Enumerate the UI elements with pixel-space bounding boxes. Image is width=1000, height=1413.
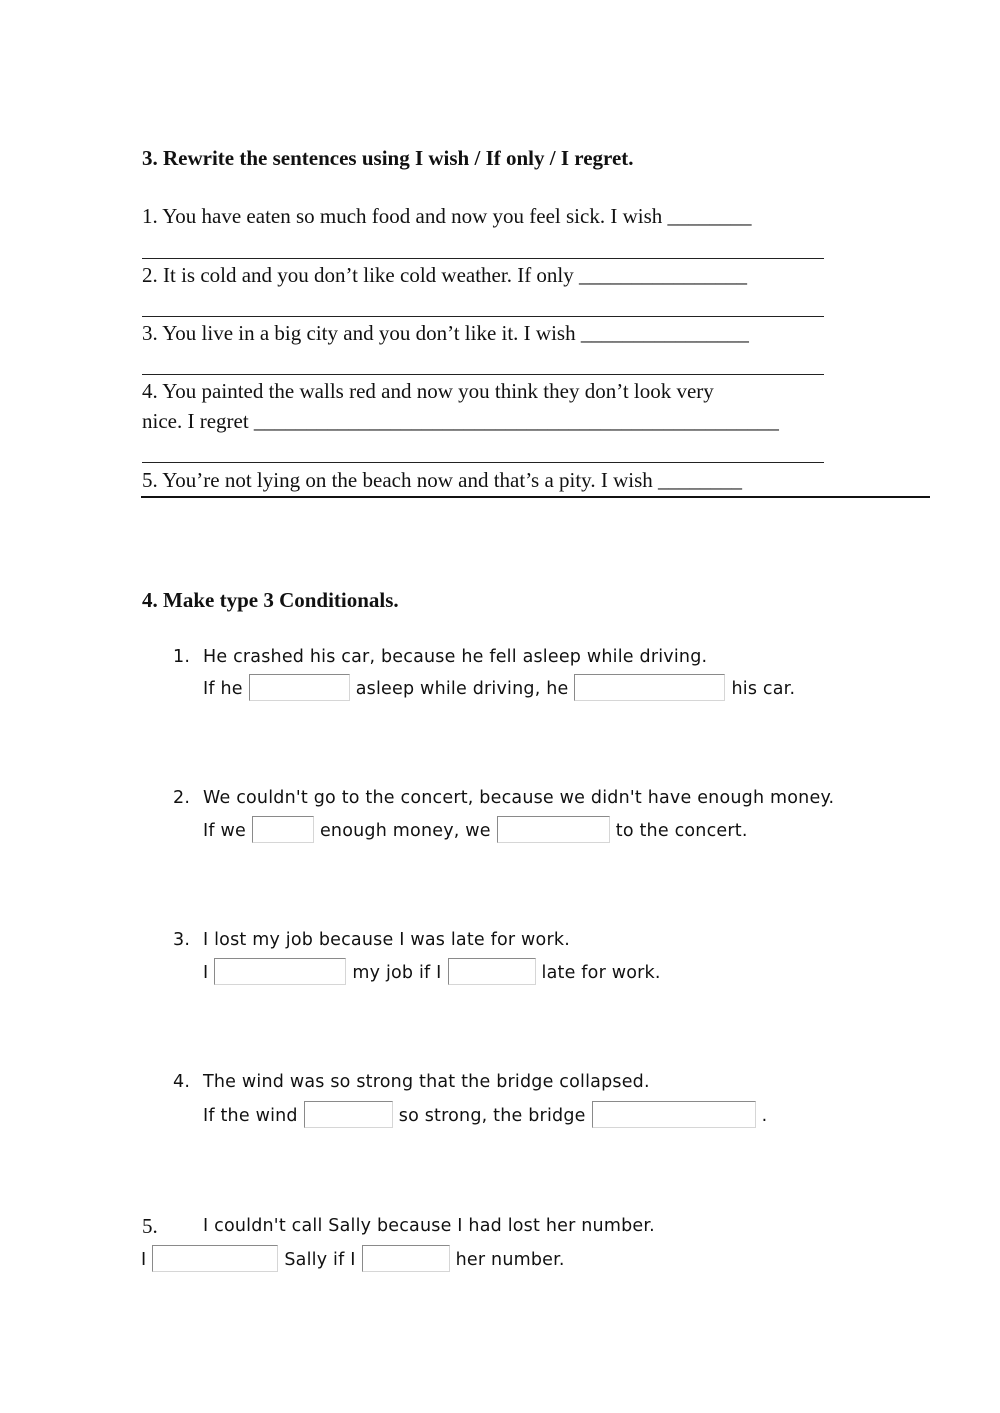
answer-row [203, 814, 748, 841]
question-number: 2. [173, 788, 191, 808]
question-number: 1. [173, 647, 191, 667]
answer-text: I [203, 963, 209, 983]
rewrite-item-4-continued: nice. I regret __________________________________________________ [142, 409, 779, 433]
question-sentence: I lost my job because I was late for work. [203, 930, 570, 950]
section-3-heading: 3. Rewrite the sentences using I wish / If only / I regret. [142, 146, 634, 170]
answer-row [203, 1099, 767, 1126]
answer-text: my job if I [352, 963, 442, 983]
rewrite-item-3: 3. You live in a big city and you don’t like it. I wish ________________ [142, 321, 749, 345]
answer-line [142, 316, 824, 317]
answer-text: I [141, 1250, 147, 1270]
answer-text: late for work. [541, 963, 661, 983]
answer-text: If the wind [203, 1106, 298, 1126]
question-sentence: I couldn't call Sally because I had lost her number. [203, 1216, 655, 1236]
answer-text: enough money, we [319, 821, 491, 841]
answer-gap-input[interactable] [497, 816, 610, 843]
answer-text: asleep while driving, he [355, 679, 569, 699]
rewrite-item-5: 5. You’re not lying on the beach now and that’s a pity. I wish ________ [142, 468, 742, 492]
question-number: 5. [142, 1214, 158, 1238]
answer-gap-input[interactable] [362, 1245, 450, 1272]
answer-gap-input[interactable] [152, 1245, 278, 1272]
section-4-heading: 4. Make type 3 Conditionals. [142, 588, 399, 612]
question-number: 3. [173, 930, 191, 950]
answer-text: her number. [455, 1250, 565, 1270]
rewrite-item-4: 4. You painted the walls red and now you think they don’t look very [142, 379, 714, 403]
section-divider [141, 496, 930, 498]
question-sentence: We couldn't go to the concert, because we didn't have enough money. [203, 788, 835, 808]
answer-gap-input[interactable] [249, 674, 350, 701]
question-sentence: He crashed his car, because he fell asleep while driving. [203, 647, 708, 667]
answer-line [142, 462, 824, 463]
answer-row [203, 956, 661, 983]
answer-gap-input[interactable] [304, 1101, 393, 1128]
answer-text: his car. [731, 679, 796, 699]
answer-text: If we [203, 821, 246, 841]
question-number: 4. [173, 1072, 191, 1092]
rewrite-item-1: 1. You have eaten so much food and now you feel sick. I wish ________ [142, 204, 752, 228]
answer-gap-input[interactable] [252, 816, 314, 843]
answer-gap-input[interactable] [448, 958, 536, 985]
answer-row [141, 1243, 565, 1270]
answer-gap-input[interactable] [214, 958, 346, 985]
rewrite-item-2: 2. It is cold and you don’t like cold weather. If only ________________ [142, 263, 748, 287]
answer-text: If he [203, 679, 243, 699]
answer-text: Sally if I [284, 1250, 356, 1270]
answer-line [142, 374, 824, 375]
question-sentence: The wind was so strong that the bridge collapsed. [203, 1072, 650, 1092]
answer-line [142, 258, 824, 259]
answer-gap-input[interactable] [574, 674, 725, 701]
answer-text: to the concert. [615, 821, 748, 841]
answer-row [203, 672, 795, 699]
answer-text: so strong, the bridge [398, 1106, 586, 1126]
answer-gap-input[interactable] [592, 1101, 756, 1128]
answer-text: . [761, 1106, 768, 1126]
